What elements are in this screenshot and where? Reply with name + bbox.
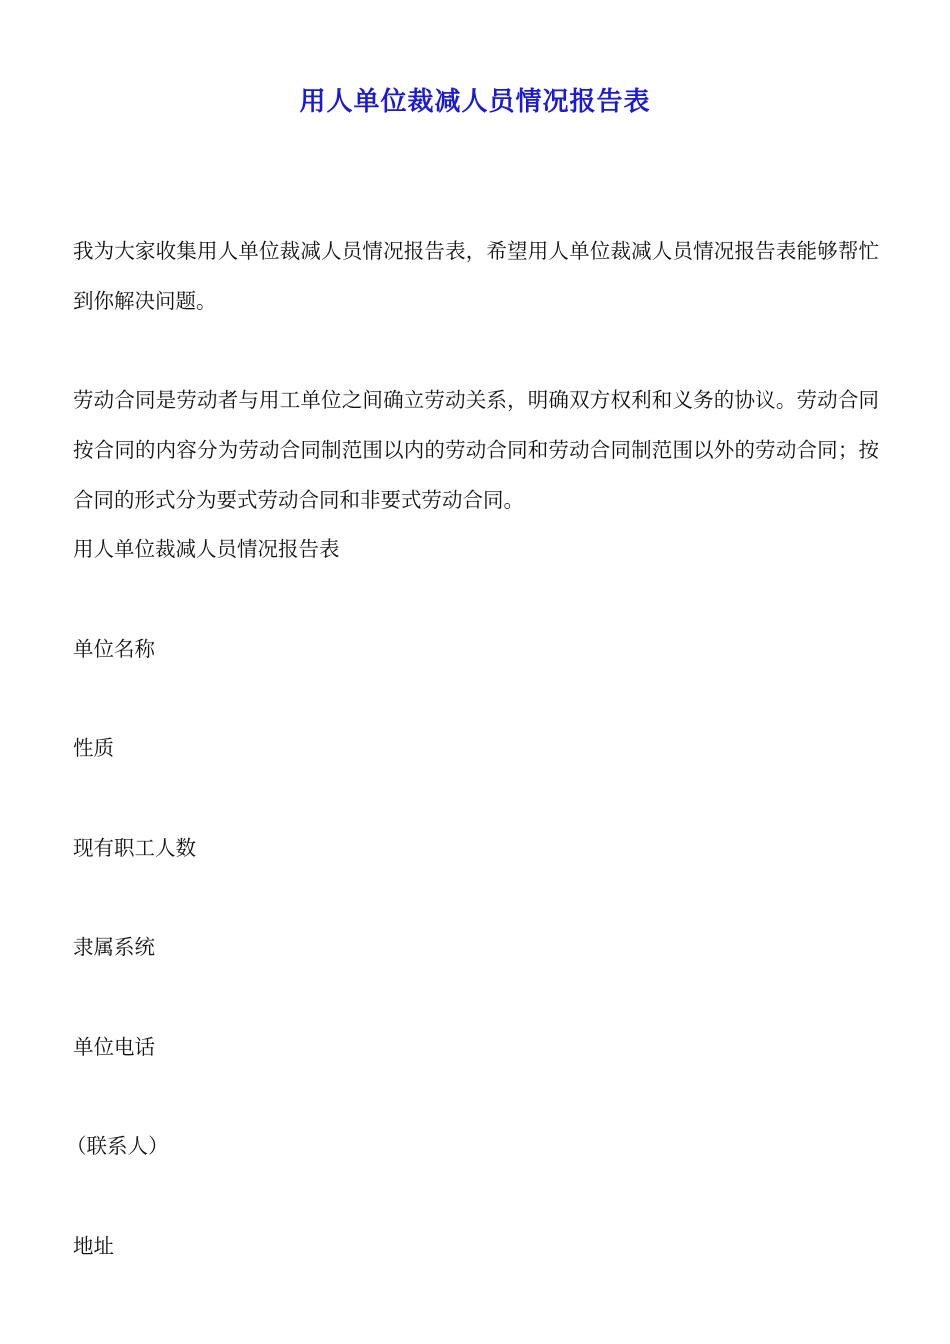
- field-affiliation: 隶属系统: [73, 935, 155, 959]
- field-employee-count: 现有职工人数: [73, 836, 196, 860]
- definition-paragraph: 劳动合同是劳动者与用工单位之间确立劳动关系，明确双方权利和义务的协议。劳动合同按合同的内容分为劳动合同制范围以内的劳动合同和劳动合同制范围以外的劳动合同；按合同的形式分为要式劳动合同和非要式劳动合同。: [73, 388, 879, 512]
- field-nature: 性质: [73, 736, 114, 760]
- field-address: 地址: [73, 1234, 114, 1258]
- form-title: 用人单位裁减人员情况报告表: [73, 537, 340, 561]
- intro-paragraph: 我为大家收集用人单位裁减人员情况报告表，希望用人单位裁减人员情况报告表能够帮忙到你解决问题。: [73, 239, 879, 313]
- field-contact-person: （联系人）: [66, 1134, 169, 1158]
- document-title: 用人单位裁减人员情况报告表: [299, 87, 651, 117]
- field-unit-name: 单位名称: [73, 637, 155, 661]
- field-unit-phone: 单位电话: [73, 1035, 155, 1059]
